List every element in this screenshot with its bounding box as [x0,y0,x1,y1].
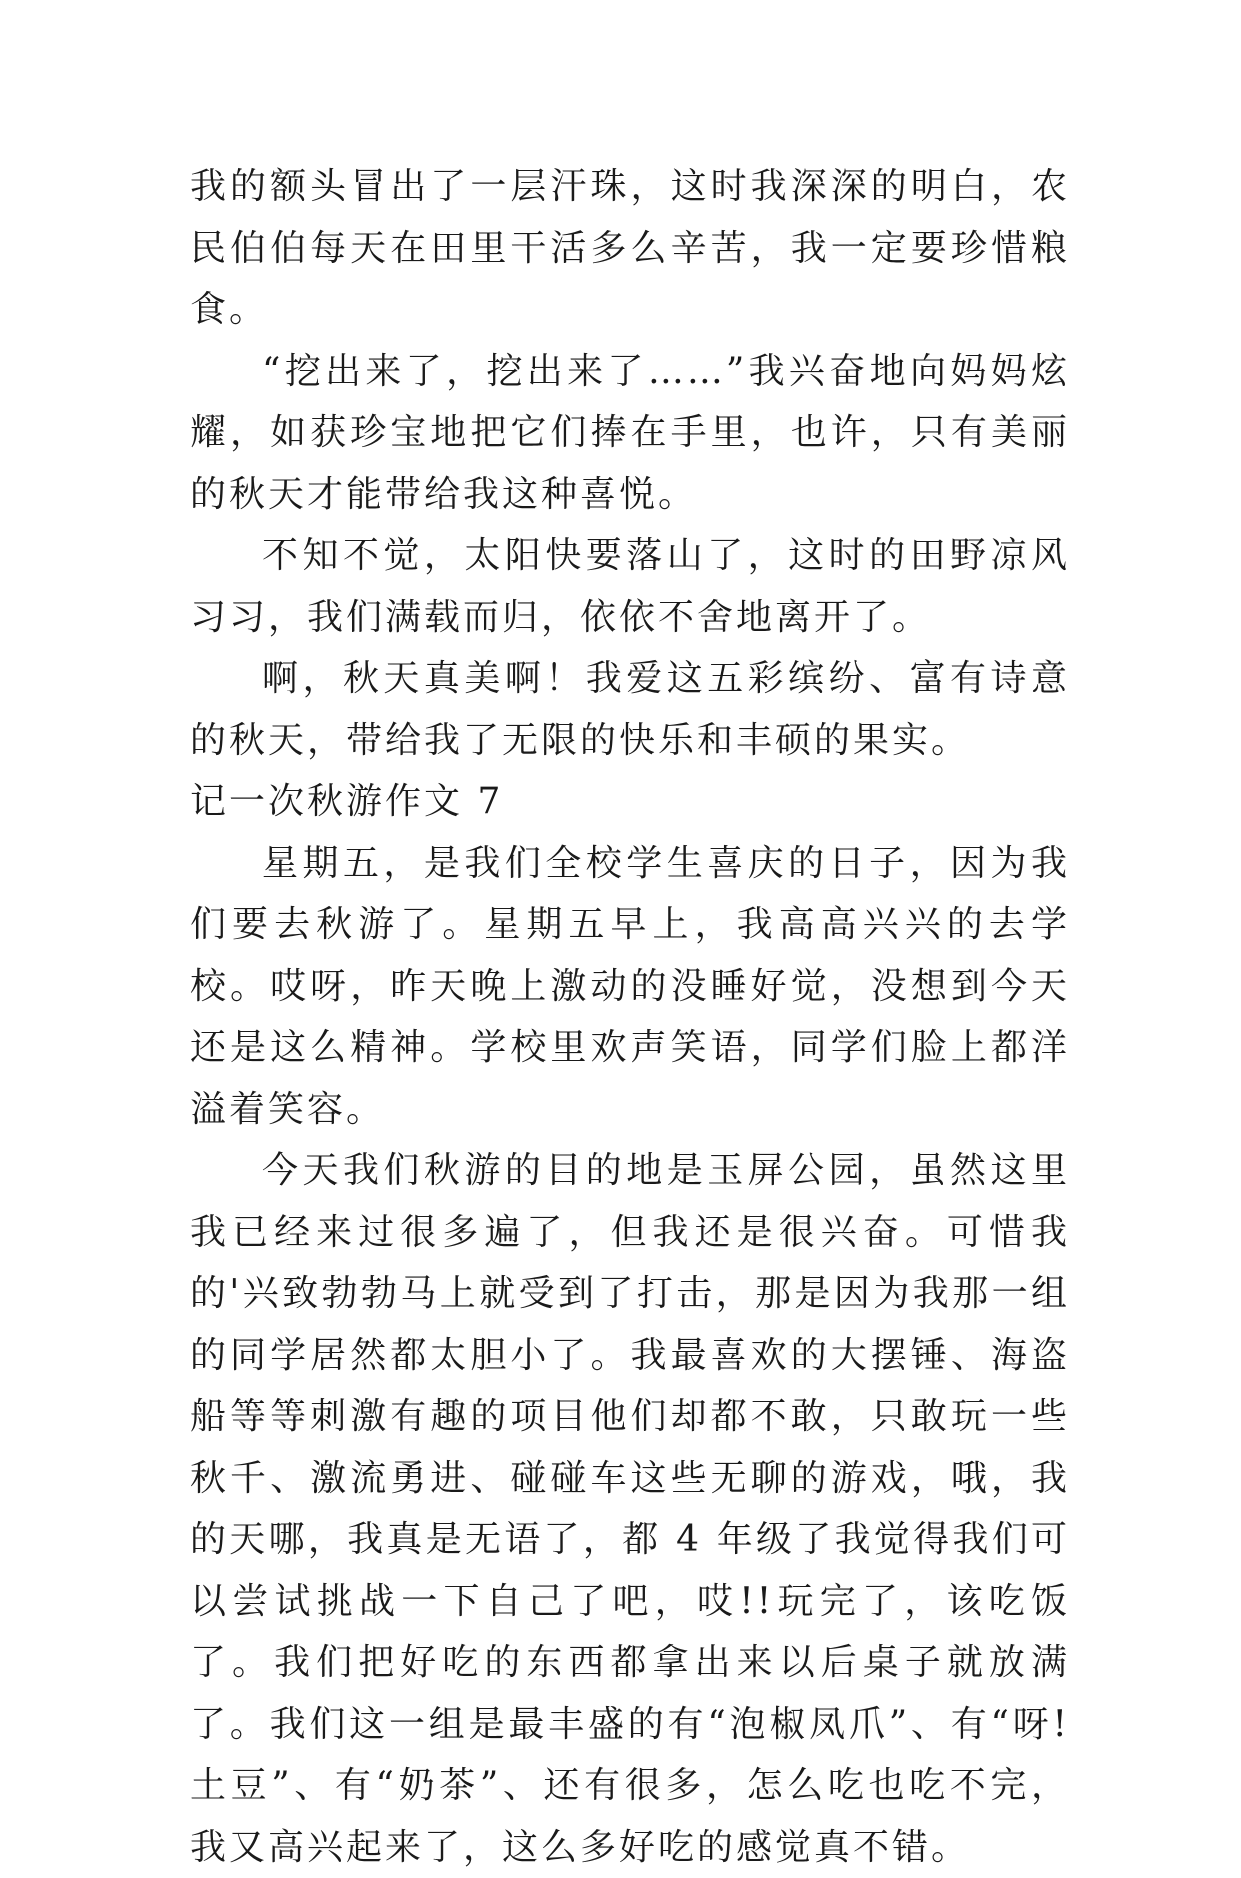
paragraph: 今天我们秋游的目的地是玉屏公园，虽然这里我已经来过很多遍了，但我还是很兴奋。可惜我的'兴致勃勃马上就受到了打击，那是因为我那一组的同学居然都太胆小了。我最喜欢的大摆锤、海盗船等等刺激有趣的项目他们却都不敢，只敢玩一些秋千、激流勇进、碰碰车这些无聊的游戏，哦，我的天哪，我真是无语了，都 4 年级了我觉得我们可以尝试挑战一下自己了吧，哎!!玩完了，该吃饭了。我们把好吃的东西都拿出来以后桌子就放满了。我们这一组是最丰盛的有“泡椒凤爪”、有“呀!土豆”、有“奶茶”、还有很多，怎么吃也吃不完，我又高兴起来了，这么多好吃的感觉真不错。 [190,1150,1070,1868]
paragraph: 我的额头冒出了一层汗珠，这时我深深的明白，农民伯伯每天在田里干活多么辛苦，我一定要珍惜粮食。 [190,166,1070,330]
paragraph: 不知不觉，太阳快要落山了，这时的田野凉风习习，我们满载而归，依依不舍地离开了。 [190,535,1070,638]
document-body [190,156,1070,1878]
paragraph: “挖出来了，挖出来了……”我兴奋地向妈妈炫耀，如获珍宝地把它们捧在手里，也许，只有美丽的秋天才能带给我这种喜悦。 [190,350,1070,515]
paragraph: 星期五，是我们全校学生喜庆的日子，因为我们要去秋游了。星期五早上，我高高兴兴的去学校。哎呀，昨天晚上激动的没睡好觉，没想到今天还是这么精神。学校里欢声笑语，同学们脸上都洋溢着笑容。 [190,842,1070,1130]
paragraph: 啊，秋天真美啊！我爱这五彩缤纷、富有诗意的秋天，带给我了无限的快乐和丰硕的果实。 [190,658,1070,761]
essay-heading: 记一次秋游作文 7 [190,781,504,822]
